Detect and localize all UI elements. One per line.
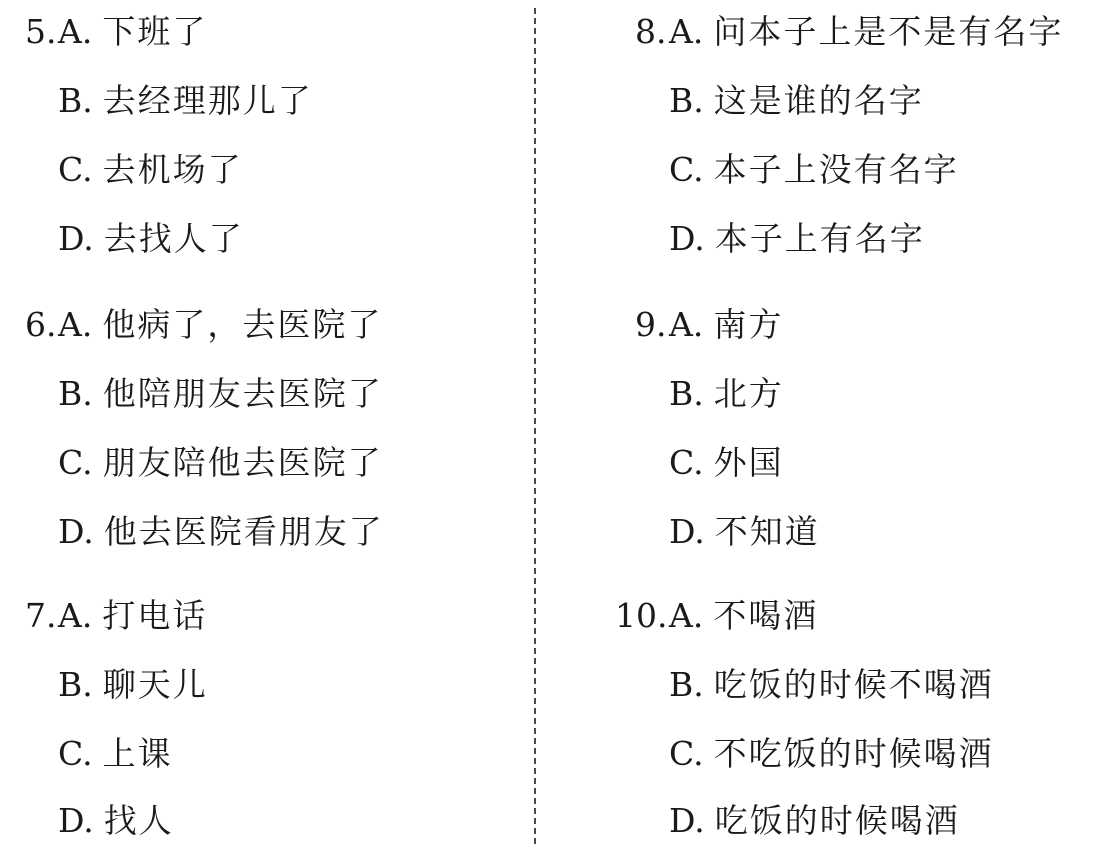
option-c bbox=[669, 150, 959, 190]
option-text: 不喝酒 bbox=[713, 596, 819, 635]
option-text: 问本子上是不是有名字 bbox=[713, 12, 1064, 51]
option-letter: D. bbox=[669, 219, 705, 258]
option-a bbox=[58, 596, 207, 636]
option-d bbox=[669, 219, 925, 259]
option-b bbox=[58, 81, 313, 121]
option-a bbox=[58, 305, 382, 345]
option-letter: C. bbox=[669, 150, 704, 189]
option-letter: D. bbox=[669, 801, 705, 840]
question-number: 6. bbox=[25, 305, 57, 344]
option-letter: A. bbox=[58, 305, 93, 344]
option-letter: A. bbox=[669, 596, 704, 635]
option-d bbox=[58, 512, 384, 552]
option-text: 他陪朋友去医院了 bbox=[102, 374, 383, 413]
option-text: 去经理那儿了 bbox=[102, 81, 313, 120]
option-text: 他病了，去医院了 bbox=[102, 305, 383, 344]
option-letter: C. bbox=[58, 734, 93, 773]
option-c bbox=[669, 443, 784, 483]
option-letter: D. bbox=[58, 801, 94, 840]
option-d bbox=[58, 219, 244, 259]
option-letter: A. bbox=[58, 12, 93, 51]
option-d bbox=[58, 801, 174, 841]
option-c bbox=[58, 734, 173, 774]
option-text: 去找人了 bbox=[103, 219, 244, 258]
option-a bbox=[669, 12, 1063, 52]
option-letter: C. bbox=[58, 443, 93, 482]
option-text: 南方 bbox=[713, 305, 784, 344]
option-text: 去机场了 bbox=[102, 150, 243, 189]
question-number: 8. bbox=[635, 12, 667, 51]
option-letter: A. bbox=[669, 305, 704, 344]
option-d bbox=[669, 801, 960, 841]
option-text: 北方 bbox=[713, 374, 784, 413]
option-a bbox=[669, 596, 818, 636]
option-text: 不吃饭的时候喝酒 bbox=[713, 734, 994, 773]
option-d bbox=[669, 512, 820, 552]
option-letter: B. bbox=[58, 665, 93, 704]
option-letter: D. bbox=[58, 512, 94, 551]
option-text: 朋友陪他去医院了 bbox=[102, 443, 383, 482]
option-text: 吃饭的时候不喝酒 bbox=[713, 665, 994, 704]
option-letter: B. bbox=[669, 665, 704, 704]
option-text: 上课 bbox=[102, 734, 173, 773]
option-text: 找人 bbox=[103, 801, 174, 840]
option-text: 打电话 bbox=[102, 596, 208, 635]
option-letter: A. bbox=[669, 12, 704, 51]
option-text: 聊天儿 bbox=[102, 665, 208, 704]
option-c bbox=[58, 443, 383, 483]
option-letter: B. bbox=[58, 374, 93, 413]
question-number: 7. bbox=[25, 596, 57, 635]
option-text: 本子上有名字 bbox=[714, 219, 925, 258]
option-letter: B. bbox=[669, 374, 704, 413]
question-number: 5. bbox=[25, 12, 57, 51]
option-text: 下班了 bbox=[102, 12, 208, 51]
option-text: 他去医院看朋友了 bbox=[103, 512, 384, 551]
option-text: 吃饭的时候喝酒 bbox=[714, 801, 960, 840]
option-letter: C. bbox=[669, 734, 704, 773]
option-b bbox=[669, 665, 994, 705]
option-text: 不知道 bbox=[714, 512, 820, 551]
option-text: 这是谁的名字 bbox=[713, 81, 924, 120]
option-b bbox=[58, 374, 383, 414]
option-letter: A. bbox=[58, 596, 93, 635]
option-text: 本子上没有名字 bbox=[713, 150, 959, 189]
option-a bbox=[669, 305, 783, 345]
question-number: 10. bbox=[615, 596, 668, 635]
option-letter: C. bbox=[58, 150, 93, 189]
option-text: 外国 bbox=[713, 443, 784, 482]
option-letter: B. bbox=[58, 81, 93, 120]
option-letter: D. bbox=[58, 219, 94, 258]
option-letter: D. bbox=[669, 512, 705, 551]
option-a bbox=[58, 12, 207, 52]
option-b bbox=[669, 374, 784, 414]
option-c bbox=[669, 734, 994, 774]
option-b bbox=[669, 81, 924, 121]
option-letter: B. bbox=[669, 81, 704, 120]
column-divider bbox=[534, 8, 536, 844]
question-number: 9. bbox=[635, 305, 667, 344]
option-letter: C. bbox=[669, 443, 704, 482]
option-b bbox=[58, 665, 208, 705]
option-c bbox=[58, 150, 243, 190]
